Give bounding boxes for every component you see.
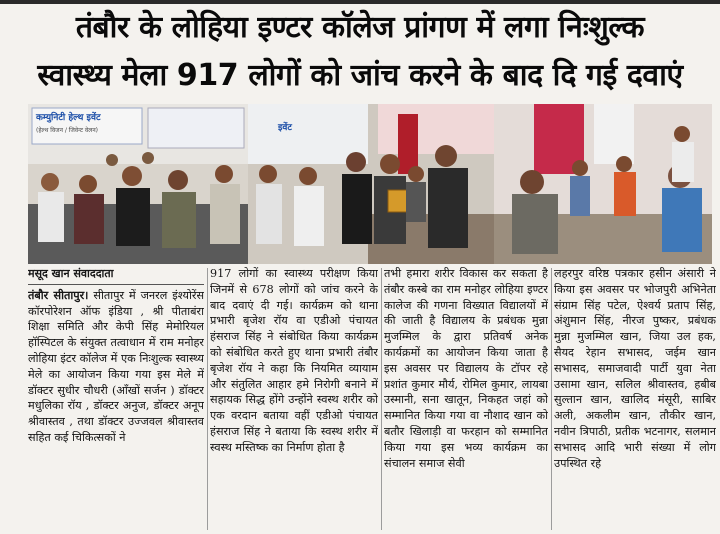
article-column-4 <box>554 266 716 532</box>
byline: मसूद खान संवाददाता <box>28 266 204 285</box>
column-divider <box>207 268 208 530</box>
article-column-3 <box>384 266 548 532</box>
headline <box>6 6 714 106</box>
top-rule <box>0 0 720 4</box>
headline-line-1: तंबौर के लोहिया इण्टर कॉलेज प्रांगण में लगा निःशुल्क <box>75 10 645 45</box>
photo-center <box>248 104 494 264</box>
banner-text-1: कम्युनिटी हेल्थ इवेंट <box>36 113 101 123</box>
photo-left <box>28 104 248 264</box>
dateline: तंबौर सीतापुर। <box>28 287 89 302</box>
banner-text-center: इवेंट <box>278 123 292 133</box>
headline-line-2: स्वास्थ्य मेला 917 लोगों को जांच करने के बाद दि गई दवाएं <box>37 58 683 93</box>
column-1-text: सीतापुर में जनरल इंश्योरेंस कॉरपोरेशन ऑफ इंडिया , श्री पीताबंरा शिक्षा समिति और केपी सिंह मेमोरियल हॉस्पिटल के संयुक्त तत्वाधान में राम मनोहर लोहिया इंटर कॉलेज में एक निःशुल्क स्वास्थ्य मेले का आयोजन किया गया इस मेले में डॉक्टर सुधीर चौधरी (आँखों सर्जन ) डॉक्टर मधुलिका रॉय , डॉक्टर अनुज, डॉक्टर अनूप श्रीवास्तव , तथा डॉक्टर उज्जवल श्रीवास्तव सहित कई चिकित्सकों ने <box>28 288 204 444</box>
article-body <box>28 266 718 532</box>
article-column-2 <box>210 266 378 532</box>
column-divider <box>381 268 382 530</box>
article-column-1 <box>28 266 204 532</box>
column-3-text: तभी हमारा शरीर विकास कर सकता है तंबौर कस्बे का राम मनोहर लोहिया इण्टर कालेज की गणना विख्यात विद्यालयों में की जाती है विद्यालय के प्रबंधक मुन्ना मुजम्मिल के द्वारा प्रतिवर्ष अनेक कार्यक्रमों का आयोजन किया जाता है इस अवसर पर विद्यालय के टॉपर रहे प्रशांत कुमार मौर्य, रोमिल कुमार, लायबा उस्मानी, सना खातून, निकहत जहां को सम्मानित किया गया वा नौशाद खान को बतौर खिलाड़ी वा फरहान को सम्मानित किया गया इस भव्य कार्यक्रम का संचालन समाज सेवी <box>384 267 548 470</box>
column-divider <box>551 268 552 530</box>
photo-right <box>494 104 712 264</box>
column-2-text: 917 लोगों का स्वास्थ्य परीक्षण किया जिनमें से 678 लोगों को जांच करने के बाद दवाएं दी गई। कार्यक्रम को थाना प्रभारी बृजेश रॉय वा एडीओ पंचायत हंसराज सिंह ने संबोधित किया कार्यक्रम को संबोधित करते हुए थाना प्रभारी तंबौर बृजेश रॉय ने कहा कि नियमित व्यायाम और संतुलित आहार हमे निरोगी बनाने में सहायक सिद्ध होंगे उन्होंने स्वस्थ शरीर को एक वरदान बताया वहीं एडीओ पंचायत हंसराज सिंह ने बताया कि स्वस्थ शरीर में स्वस्थ मस्तिष्क का निर्माण होता है <box>210 267 378 454</box>
banner-text-2: (हेल्थ विजन / जिवेन्ट वेलन) <box>36 127 99 134</box>
column-4-text: लहरपुर वरिष्ठ पत्रकार हसीन अंसारी ने किया इस अवसर पर भोजपुरी अभिनेता संग्राम सिंह पटेल, ऐश्वर्य प्रताप सिंह, अंशुमान सिंह, नीरज पुष्कर, प्रबंधक मुन्ना मुजम्मिल खान, जिया उल हक, सैयद रेहान सभासद, जईम खान सभासद, समाजवादी पार्टी युवा नेता उसामा खान, सलिल श्रीवास्तव, हबीब सुल्तान खान, खालिद मंसूरी, साबिर अली, अकलीम खान, तौकीर खान, नवीन त्रिपाठी, प्रतीक भटनागर, सलमान सभासद आदि भारी संख्या में लोग उपस्थित रहे <box>554 267 716 470</box>
